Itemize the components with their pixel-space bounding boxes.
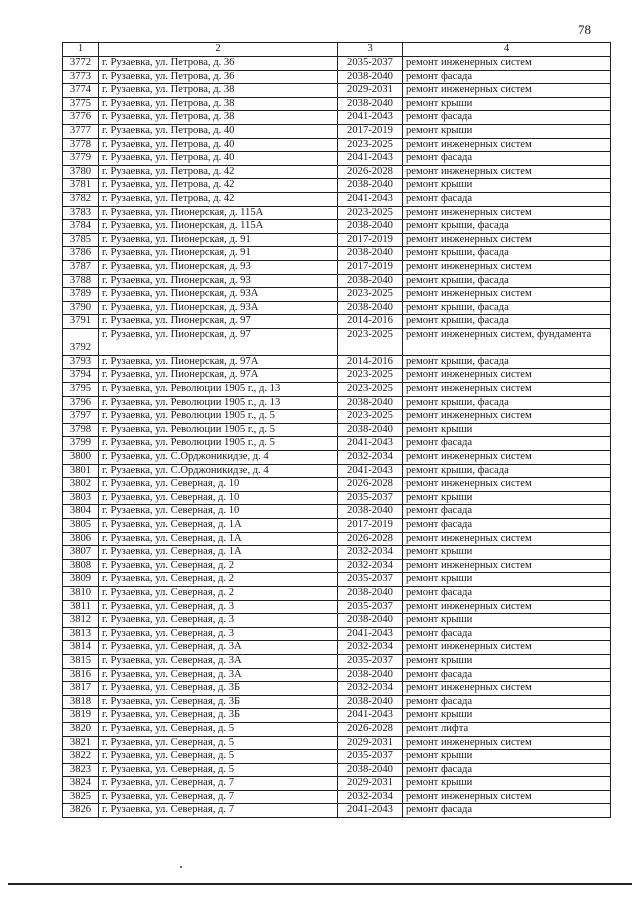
cell-work-type: ремонт фасада xyxy=(403,192,611,206)
table-row xyxy=(63,505,611,519)
cell-row-number: 3822 xyxy=(63,750,99,764)
cell-work-type: ремонт крыши, фасада xyxy=(403,464,611,478)
cell-address: г. Рузаевка, ул. Северная, д. 3А xyxy=(99,641,338,655)
column-header-2: 2 xyxy=(99,43,338,57)
cell-row-number: 3823 xyxy=(63,763,99,777)
cell-row-number: 3821 xyxy=(63,736,99,750)
cell-work-type: ремонт лифта xyxy=(403,722,611,736)
table-row xyxy=(63,491,611,505)
cell-row-number: 3799 xyxy=(63,437,99,451)
cell-address: г. Рузаевка, ул. Северная, д. 3Б xyxy=(99,695,338,709)
cell-row-number: 3806 xyxy=(63,532,99,546)
cell-address: г. Рузаевка, ул. Северная, д. 5 xyxy=(99,763,338,777)
cell-period: 2038-2040 xyxy=(338,70,403,84)
cell-row-number: 3825 xyxy=(63,790,99,804)
cell-address: г. Рузаевка, ул. Северная, д. 10 xyxy=(99,478,338,492)
cell-address: г. Рузаевка, ул. Пионерская, д. 93 xyxy=(99,260,338,274)
cell-address: г. Рузаевка, ул. Петрова, д. 38 xyxy=(99,84,338,98)
cell-work-type: ремонт крыши, фасада xyxy=(403,274,611,288)
table-row xyxy=(63,111,611,125)
cell-work-type: ремонт инженерных систем xyxy=(403,206,611,220)
cell-work-type: ремонт фасада xyxy=(403,519,611,533)
cell-work-type: ремонт крыши xyxy=(403,179,611,193)
cell-address: г. Рузаевка, ул. Северная, д. 3Б xyxy=(99,682,338,696)
table-row xyxy=(63,763,611,777)
table-row xyxy=(63,179,611,193)
cell-address: г. Рузаевка, ул. Петрова, д. 40 xyxy=(99,138,338,152)
cell-row-number: 3782 xyxy=(63,192,99,206)
cell-row-number: 3796 xyxy=(63,396,99,410)
cell-row-number: 3819 xyxy=(63,709,99,723)
cell-row-number: 3804 xyxy=(63,505,99,519)
cell-period: 2038-2040 xyxy=(338,505,403,519)
cell-address: г. Рузаевка, ул. Северная, д. 1А xyxy=(99,519,338,533)
table-row xyxy=(63,315,611,329)
cell-address: г. Рузаевка, ул. Революции 1905 г., д. 13 xyxy=(99,383,338,397)
cell-work-type: ремонт фасада xyxy=(403,505,611,519)
cell-period: 2014-2016 xyxy=(338,355,403,369)
cell-period: 2038-2040 xyxy=(338,586,403,600)
cell-period: 2038-2040 xyxy=(338,695,403,709)
cell-work-type: ремонт инженерных систем, фундамента xyxy=(403,328,611,355)
cell-row-number: 3818 xyxy=(63,695,99,709)
cell-row-number: 3798 xyxy=(63,423,99,437)
cell-period: 2029-2031 xyxy=(338,777,403,791)
cell-work-type: ремонт инженерных систем xyxy=(403,736,611,750)
cell-row-number: 3812 xyxy=(63,614,99,628)
cell-address: г. Рузаевка, ул. Петрова, д. 42 xyxy=(99,179,338,193)
cell-work-type: ремонт крыши xyxy=(403,491,611,505)
cell-period: 2023-2025 xyxy=(338,206,403,220)
table-row xyxy=(63,165,611,179)
cell-address: г. Рузаевка, ул. Северная, д. 10 xyxy=(99,491,338,505)
table-row xyxy=(63,355,611,369)
cell-work-type: ремонт крыши xyxy=(403,614,611,628)
table-row xyxy=(63,709,611,723)
cell-period: 2035-2037 xyxy=(338,750,403,764)
column-header-4: 4 xyxy=(403,43,611,57)
cell-address: г. Рузаевка, ул. Северная, д. 7 xyxy=(99,804,338,818)
cell-row-number: 3776 xyxy=(63,111,99,125)
cell-period: 2026-2028 xyxy=(338,165,403,179)
cell-row-number: 3794 xyxy=(63,369,99,383)
cell-period: 2035-2037 xyxy=(338,654,403,668)
cell-row-number: 3826 xyxy=(63,804,99,818)
table-row xyxy=(63,437,611,451)
cell-address: г. Рузаевка, ул. Северная, д. 2 xyxy=(99,573,338,587)
cell-period: 2041-2043 xyxy=(338,437,403,451)
cell-work-type: ремонт инженерных систем xyxy=(403,641,611,655)
cell-work-type: ремонт инженерных систем xyxy=(403,478,611,492)
cell-address: г. Рузаевка, ул. Петрова, д. 36 xyxy=(99,57,338,71)
cell-work-type: ремонт инженерных систем xyxy=(403,559,611,573)
cell-row-number: 3802 xyxy=(63,478,99,492)
cell-address: г. Рузаевка, ул. Петрова, д. 42 xyxy=(99,165,338,179)
cell-period: 2017-2019 xyxy=(338,260,403,274)
cell-work-type: ремонт крыши xyxy=(403,654,611,668)
cell-period: 2014-2016 xyxy=(338,315,403,329)
cell-address: г. Рузаевка, ул. Северная, д. 7 xyxy=(99,777,338,791)
cell-work-type: ремонт инженерных систем xyxy=(403,288,611,302)
column-header-1: 1 xyxy=(63,43,99,57)
cell-address: г. Рузаевка, ул. Пионерская, д. 93А xyxy=(99,288,338,302)
cell-row-number: 3792 xyxy=(63,328,99,355)
cell-address: г. Рузаевка, ул. Северная, д. 10 xyxy=(99,505,338,519)
cell-address: г. Рузаевка, ул. Пионерская, д. 97А xyxy=(99,355,338,369)
cell-address: г. Рузаевка, ул. Пионерская, д. 97 xyxy=(99,315,338,329)
cell-period: 2017-2019 xyxy=(338,124,403,138)
page-number: 78 xyxy=(578,22,591,37)
cell-period: 2023-2025 xyxy=(338,369,403,383)
cell-period: 2032-2034 xyxy=(338,790,403,804)
cell-address: г. Рузаевка, ул. С.Орджоникидзе, д. 4 xyxy=(99,451,338,465)
table-row xyxy=(63,736,611,750)
cell-address: г. Рузаевка, ул. Петрова, д. 36 xyxy=(99,70,338,84)
cell-row-number: 3805 xyxy=(63,519,99,533)
cell-work-type: ремонт инженерных систем xyxy=(403,790,611,804)
table-row xyxy=(63,301,611,315)
cell-row-number: 3790 xyxy=(63,301,99,315)
cell-work-type: ремонт инженерных систем xyxy=(403,451,611,465)
table-row xyxy=(63,192,611,206)
cell-address: г. Рузаевка, ул. Петрова, д. 42 xyxy=(99,192,338,206)
table-row xyxy=(63,369,611,383)
cell-work-type: ремонт фасада xyxy=(403,695,611,709)
table-row xyxy=(63,233,611,247)
cell-address: г. Рузаевка, ул. Пионерская, д. 97А xyxy=(99,369,338,383)
table-row xyxy=(63,546,611,560)
cell-period: 2032-2034 xyxy=(338,546,403,560)
cell-period: 2035-2037 xyxy=(338,491,403,505)
cell-row-number: 3774 xyxy=(63,84,99,98)
cell-row-number: 3778 xyxy=(63,138,99,152)
cell-row-number: 3808 xyxy=(63,559,99,573)
cell-work-type: ремонт инженерных систем xyxy=(403,383,611,397)
table-row xyxy=(63,396,611,410)
table-header-row xyxy=(63,43,611,57)
table-row xyxy=(63,668,611,682)
table-row xyxy=(63,695,611,709)
cell-row-number: 3787 xyxy=(63,260,99,274)
cell-row-number: 3779 xyxy=(63,152,99,166)
cell-period: 2032-2034 xyxy=(338,451,403,465)
cell-address: г. Рузаевка, ул. Петрова, д. 40 xyxy=(99,124,338,138)
table-row xyxy=(63,138,611,152)
table-row xyxy=(63,423,611,437)
cell-address: г. Рузаевка, ул. Северная, д. 2 xyxy=(99,586,338,600)
cell-work-type: ремонт крыши xyxy=(403,573,611,587)
cell-period: 2017-2019 xyxy=(338,519,403,533)
table-row xyxy=(63,274,611,288)
cell-period: 2038-2040 xyxy=(338,668,403,682)
cell-period: 2023-2025 xyxy=(338,328,403,355)
cell-address: г. Рузаевка, ул. С.Орджоникидзе, д. 4 xyxy=(99,464,338,478)
table-row xyxy=(63,722,611,736)
cell-row-number: 3788 xyxy=(63,274,99,288)
table-row xyxy=(63,777,611,791)
table-row xyxy=(63,586,611,600)
cell-work-type: ремонт инженерных систем xyxy=(403,233,611,247)
cell-period: 2038-2040 xyxy=(338,247,403,261)
cell-work-type: ремонт фасада xyxy=(403,804,611,818)
cell-address: г. Рузаевка, ул. Пионерская, д. 115А xyxy=(99,206,338,220)
cell-address: г. Рузаевка, ул. Северная, д. 5 xyxy=(99,736,338,750)
cell-address: г. Рузаевка, ул. Северная, д. 3 xyxy=(99,627,338,641)
table-row xyxy=(63,750,611,764)
table-row xyxy=(63,206,611,220)
cell-period: 2032-2034 xyxy=(338,559,403,573)
cell-address: г. Рузаевка, ул. Петрова, д. 38 xyxy=(99,111,338,125)
cell-row-number: 3789 xyxy=(63,288,99,302)
cell-row-number: 3824 xyxy=(63,777,99,791)
cell-work-type: ремонт фасада xyxy=(403,586,611,600)
table-row xyxy=(63,124,611,138)
table-row xyxy=(63,410,611,424)
cell-period: 2038-2040 xyxy=(338,301,403,315)
cell-address: г. Рузаевка, ул. Северная, д. 1А xyxy=(99,546,338,560)
cell-work-type: ремонт инженерных систем xyxy=(403,260,611,274)
cell-address: г. Рузаевка, ул. Северная, д. 7 xyxy=(99,790,338,804)
cell-work-type: ремонт инженерных систем xyxy=(403,600,611,614)
cell-work-type: ремонт инженерных систем xyxy=(403,57,611,71)
cell-work-type: ремонт крыши xyxy=(403,750,611,764)
cell-row-number: 3786 xyxy=(63,247,99,261)
cell-period: 2041-2043 xyxy=(338,804,403,818)
cell-period: 2041-2043 xyxy=(338,464,403,478)
cell-period: 2041-2043 xyxy=(338,192,403,206)
cell-period: 2035-2037 xyxy=(338,600,403,614)
cell-period: 2041-2043 xyxy=(338,627,403,641)
cell-row-number: 3815 xyxy=(63,654,99,668)
page-bottom-rule xyxy=(8,883,632,885)
cell-period: 2038-2040 xyxy=(338,614,403,628)
cell-work-type: ремонт крыши xyxy=(403,709,611,723)
cell-row-number: 3797 xyxy=(63,410,99,424)
cell-row-number: 3807 xyxy=(63,546,99,560)
cell-work-type: ремонт крыши, фасада xyxy=(403,396,611,410)
cell-period: 2038-2040 xyxy=(338,179,403,193)
cell-address: г. Рузаевка, ул. Революции 1905 г., д. 13 xyxy=(99,396,338,410)
cell-address: г. Рузаевка, ул. Северная, д. 3А xyxy=(99,654,338,668)
cell-work-type: ремонт фасада xyxy=(403,152,611,166)
cell-row-number: 3811 xyxy=(63,600,99,614)
table-row xyxy=(63,152,611,166)
cell-period: 2026-2028 xyxy=(338,722,403,736)
cell-row-number: 3800 xyxy=(63,451,99,465)
table-row xyxy=(63,97,611,111)
cell-address: г. Рузаевка, ул. Петрова, д. 38 xyxy=(99,97,338,111)
cell-period: 2017-2019 xyxy=(338,233,403,247)
cell-period: 2038-2040 xyxy=(338,97,403,111)
cell-row-number: 3780 xyxy=(63,165,99,179)
cell-work-type: ремонт фасада xyxy=(403,627,611,641)
table-row xyxy=(63,573,611,587)
cell-address: г. Рузаевка, ул. Северная, д. 3А xyxy=(99,668,338,682)
table-row xyxy=(63,519,611,533)
cell-address: г. Рузаевка, ул. Северная, д. 5 xyxy=(99,722,338,736)
cell-row-number: 3816 xyxy=(63,668,99,682)
cell-period: 2023-2025 xyxy=(338,410,403,424)
cell-period: 2032-2034 xyxy=(338,682,403,696)
cell-work-type: ремонт инженерных систем xyxy=(403,138,611,152)
cell-period: 2029-2031 xyxy=(338,84,403,98)
column-header-3: 3 xyxy=(338,43,403,57)
cell-row-number: 3795 xyxy=(63,383,99,397)
cell-period: 2023-2025 xyxy=(338,383,403,397)
cell-row-number: 3784 xyxy=(63,220,99,234)
cell-period: 2041-2043 xyxy=(338,709,403,723)
cell-work-type: ремонт крыши xyxy=(403,777,611,791)
table-row xyxy=(63,288,611,302)
cell-row-number: 3772 xyxy=(63,57,99,71)
cell-work-type: ремонт инженерных систем xyxy=(403,84,611,98)
cell-period: 2032-2034 xyxy=(338,641,403,655)
cell-period: 2023-2025 xyxy=(338,288,403,302)
cell-work-type: ремонт инженерных систем xyxy=(403,369,611,383)
cell-row-number: 3813 xyxy=(63,627,99,641)
cell-period: 2038-2040 xyxy=(338,274,403,288)
table-row xyxy=(63,804,611,818)
cell-work-type: ремонт фасада xyxy=(403,437,611,451)
cell-work-type: ремонт крыши, фасада xyxy=(403,355,611,369)
cell-address: г. Рузаевка, ул. Пионерская, д. 93 xyxy=(99,274,338,288)
table-row xyxy=(63,790,611,804)
table-row xyxy=(63,682,611,696)
cell-period: 2035-2037 xyxy=(338,573,403,587)
cell-work-type: ремонт фасада xyxy=(403,668,611,682)
table-row xyxy=(63,464,611,478)
cell-row-number: 3781 xyxy=(63,179,99,193)
cell-address: г. Рузаевка, ул. Северная, д. 3 xyxy=(99,614,338,628)
table-row xyxy=(63,478,611,492)
cell-address: г. Рузаевка, ул. Северная, д. 3Б xyxy=(99,709,338,723)
cell-period: 2038-2040 xyxy=(338,396,403,410)
cell-work-type: ремонт фасада xyxy=(403,111,611,125)
table-row xyxy=(63,451,611,465)
cell-row-number: 3810 xyxy=(63,586,99,600)
cell-address: г. Рузаевка, ул. Петрова, д. 40 xyxy=(99,152,338,166)
cell-address: г. Рузаевка, ул. Северная, д. 5 xyxy=(99,750,338,764)
cell-row-number: 3773 xyxy=(63,70,99,84)
cell-address: г. Рузаевка, ул. Пионерская, д. 91 xyxy=(99,247,338,261)
cell-row-number: 3820 xyxy=(63,722,99,736)
cell-work-type: ремонт инженерных систем xyxy=(403,165,611,179)
cell-row-number: 3777 xyxy=(63,124,99,138)
cell-work-type: ремонт крыши, фасада xyxy=(403,247,611,261)
cell-row-number: 3785 xyxy=(63,233,99,247)
cell-address: г. Рузаевка, ул. Северная, д. 2 xyxy=(99,559,338,573)
cell-work-type: ремонт фасада xyxy=(403,70,611,84)
cell-work-type: ремонт крыши, фасада xyxy=(403,315,611,329)
table-row xyxy=(63,247,611,261)
table-row xyxy=(63,532,611,546)
scan-speck xyxy=(180,866,182,868)
cell-row-number: 3814 xyxy=(63,641,99,655)
cell-work-type: ремонт инженерных систем xyxy=(403,410,611,424)
table-row xyxy=(63,559,611,573)
table-row xyxy=(63,654,611,668)
cell-work-type: ремонт крыши, фасада xyxy=(403,220,611,234)
cell-address: г. Рузаевка, ул. Пионерская, д. 91 xyxy=(99,233,338,247)
cell-row-number: 3801 xyxy=(63,464,99,478)
table-row xyxy=(63,383,611,397)
cell-address: г. Рузаевка, ул. Революции 1905 г., д. 5 xyxy=(99,410,338,424)
cell-period: 2035-2037 xyxy=(338,57,403,71)
cell-row-number: 3803 xyxy=(63,491,99,505)
cell-work-type: ремонт крыши xyxy=(403,124,611,138)
cell-address: г. Рузаевка, ул. Северная, д. 3 xyxy=(99,600,338,614)
cell-work-type: ремонт инженерных систем xyxy=(403,532,611,546)
repair-schedule-table xyxy=(62,42,611,818)
table-row xyxy=(63,627,611,641)
cell-row-number: 3791 xyxy=(63,315,99,329)
cell-address: г. Рузаевка, ул. Революции 1905 г., д. 5 xyxy=(99,423,338,437)
table-row xyxy=(63,84,611,98)
cell-period: 2038-2040 xyxy=(338,220,403,234)
table-row xyxy=(63,57,611,71)
cell-period: 2023-2025 xyxy=(338,138,403,152)
cell-period: 2026-2028 xyxy=(338,478,403,492)
cell-address: г. Рузаевка, ул. Пионерская, д. 97 xyxy=(99,328,338,355)
cell-work-type: ремонт крыши xyxy=(403,97,611,111)
cell-address: г. Рузаевка, ул. Северная, д. 1А xyxy=(99,532,338,546)
cell-work-type: ремонт крыши xyxy=(403,546,611,560)
cell-period: 2041-2043 xyxy=(338,111,403,125)
table-row xyxy=(63,328,611,355)
cell-work-type: ремонт фасада xyxy=(403,763,611,777)
cell-row-number: 3817 xyxy=(63,682,99,696)
cell-work-type: ремонт крыши xyxy=(403,423,611,437)
table-row xyxy=(63,220,611,234)
table-row xyxy=(63,614,611,628)
cell-row-number: 3809 xyxy=(63,573,99,587)
cell-address: г. Рузаевка, ул. Революции 1905 г., д. 5 xyxy=(99,437,338,451)
cell-row-number: 3775 xyxy=(63,97,99,111)
cell-period: 2029-2031 xyxy=(338,736,403,750)
cell-row-number: 3783 xyxy=(63,206,99,220)
cell-address: г. Рузаевка, ул. Пионерская, д. 93А xyxy=(99,301,338,315)
table-body xyxy=(63,43,611,818)
cell-row-number: 3793 xyxy=(63,355,99,369)
table-row xyxy=(63,260,611,274)
cell-period: 2038-2040 xyxy=(338,423,403,437)
table-row xyxy=(63,641,611,655)
cell-work-type: ремонт инженерных систем xyxy=(403,682,611,696)
cell-period: 2038-2040 xyxy=(338,763,403,777)
cell-period: 2026-2028 xyxy=(338,532,403,546)
table-row xyxy=(63,600,611,614)
cell-period: 2041-2043 xyxy=(338,152,403,166)
table-row xyxy=(63,70,611,84)
cell-work-type: ремонт крыши, фасада xyxy=(403,301,611,315)
cell-address: г. Рузаевка, ул. Пионерская, д. 115А xyxy=(99,220,338,234)
